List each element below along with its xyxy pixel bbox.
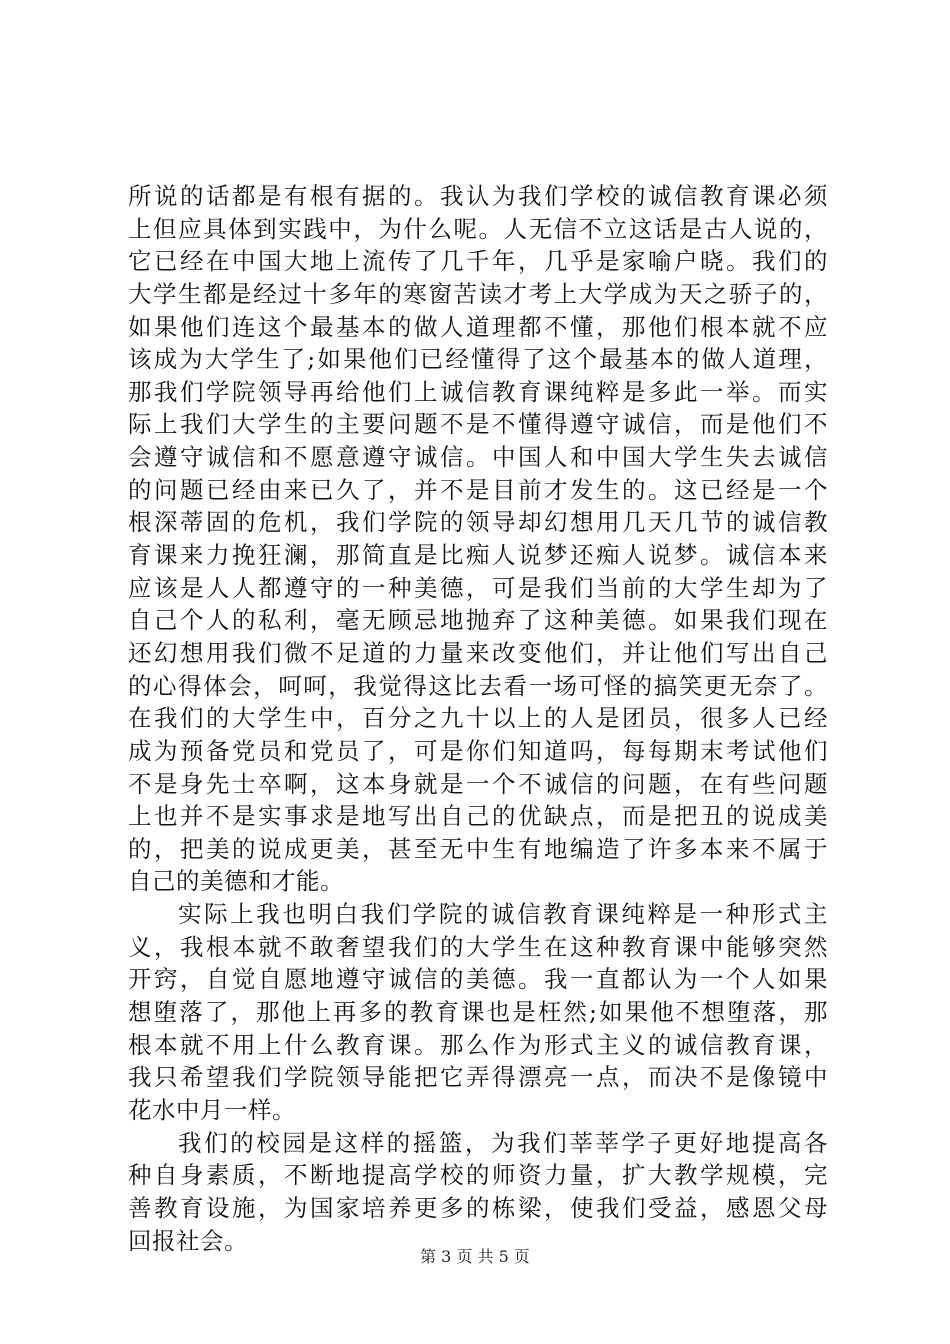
text-line: 实际上我也明白我们学院的诚信教育课纯粹是一种形式主 bbox=[178, 900, 828, 929]
page-number-footer: 第 3 页 共 5 页 bbox=[420, 1247, 530, 1266]
text-line: 还幻想用我们微不足道的力量来改变他们，并让他们写出自己 bbox=[128, 638, 828, 667]
text-line: 根深蒂固的危机，我们学院的领导却幻想用几天几节的诚信教 bbox=[128, 508, 828, 537]
text-line: 我只希望我们学院领导能把它弄得漂亮一点，而决不是像镜中 bbox=[128, 1063, 828, 1092]
text-line: 在我们的大学生中，百分之九十以上的人是团员，很多人已经 bbox=[128, 704, 828, 733]
text-line: 所说的话都是有根有据的。我认为我们学校的诚信教育课必须 bbox=[128, 182, 828, 210]
text-line: 我们的校园是这样的摇篮，为我们莘莘学子更好地提高各 bbox=[178, 1128, 828, 1157]
text-line: 种自身素质，不断地提高学校的师资力量，扩大教学规模，完 bbox=[128, 1161, 828, 1190]
text-line: 根本就不用上什么教育课。那么作为形式主义的诚信教育课， bbox=[128, 1030, 828, 1059]
text-line: 那我们学院领导再给他们上诚信教育课纯粹是多此一举。而实 bbox=[128, 377, 828, 406]
text-line: 上但应具体到实践中，为什么呢。人无信不立这话是古人说的， bbox=[128, 214, 828, 243]
text-line: 义，我根本就不敢奢望我们的大学生在这种教育课中能够突然 bbox=[128, 932, 828, 961]
text-line: 应该是人人都遵守的一种美德，可是我们当前的大学生却为了 bbox=[128, 573, 828, 602]
text-line: 自己的美德和才能。 bbox=[128, 867, 344, 896]
text-line: 如果他们连这个最基本的做人道理都不懂，那他们根本就不应 bbox=[128, 312, 828, 341]
text-line: 不是身先士卒啊，这本身就是一个不诚信的问题，在有些问题 bbox=[128, 769, 828, 798]
text-line: 花水中月一样。 bbox=[128, 1095, 296, 1124]
text-line: 际上我们大学生的主要问题不是不懂得遵守诚信，而是他们不 bbox=[128, 410, 828, 439]
text-line: 开窍，自觉自愿地遵守诚信的美德。我一直都认为一个人如果 bbox=[128, 965, 828, 994]
text-line: 大学生都是经过十多年的寒窗苦读才考上大学成为天之骄子的， bbox=[128, 279, 828, 308]
body-text bbox=[128, 180, 828, 1257]
text-line: 该成为大学生了;如果他们已经懂得了这个最基本的做人道理， bbox=[128, 345, 828, 374]
text-line: 回报社会。 bbox=[128, 1226, 248, 1255]
text-line: 它已经在中国大地上流传了几千年，几乎是家喻户晓。我们的 bbox=[128, 247, 828, 276]
text-line: 成为预备党员和党员了，可是你们知道吗，每每期末考试他们 bbox=[128, 736, 828, 765]
text-line: 育课来力挽狂澜，那简直是比痴人说梦还痴人说梦。诚信本来 bbox=[128, 541, 828, 570]
text-line: 会遵守诚信和不愿意遵守诚信。中国人和中国大学生失去诚信 bbox=[128, 443, 828, 472]
text-line: 的心得体会，呵呵，我觉得这比去看一场可怪的搞笑更无奈了。 bbox=[128, 671, 828, 700]
text-line: 的，把美的说成更美，甚至无中生有地编造了许多本来不属于 bbox=[128, 834, 828, 863]
text-line: 的问题已经由来已久了，并不是目前才发生的。这已经是一个 bbox=[128, 475, 828, 504]
text-line: 想堕落了，那他上再多的教育课也是枉然;如果他不想堕落，那 bbox=[128, 998, 828, 1027]
text-line: 善教育设施，为国家培养更多的栋梁，使我们受益，感恩父母 bbox=[128, 1193, 828, 1222]
text-line: 自己个人的私利，毫无顾忌地抛弃了这种美德。如果我们现在 bbox=[128, 606, 828, 635]
text-line: 上也并不是实事求是地写出自己的优缺点，而是把丑的说成美 bbox=[128, 802, 828, 831]
